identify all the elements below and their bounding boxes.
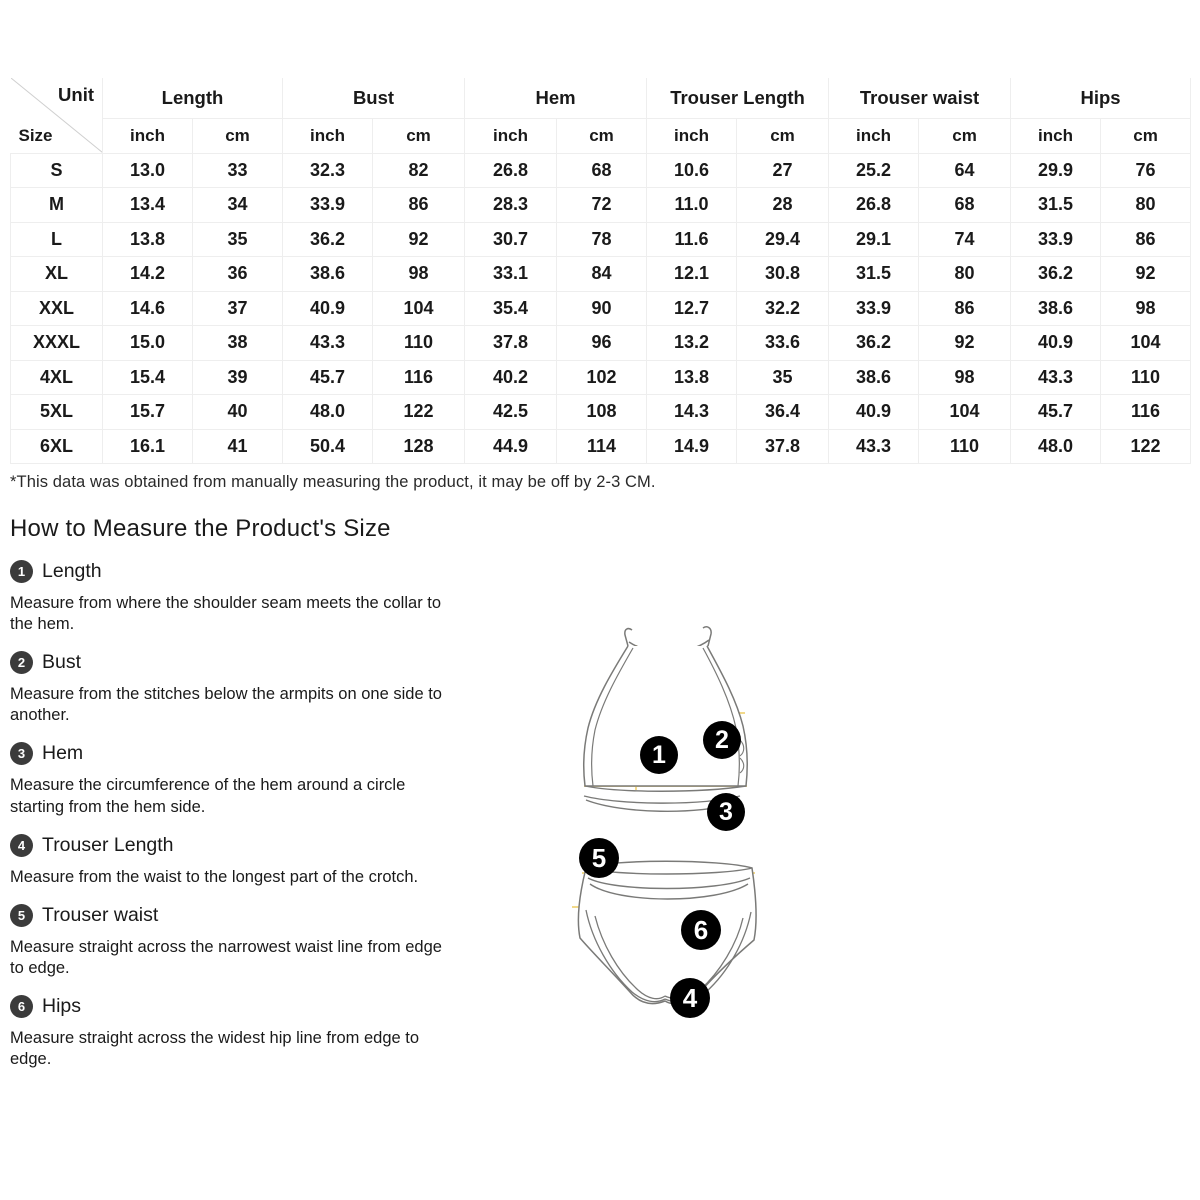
brief-illustration (572, 838, 756, 1018)
step-name: Hips (42, 994, 82, 1017)
step-description: Measure from where the shoulder seam meets the collar to the hem. (10, 594, 442, 634)
group-header-length: Length (103, 78, 283, 118)
step-number-badge: 3 (10, 742, 33, 765)
measurement-cell: 98 (1101, 291, 1191, 326)
group-header-hips: Hips (1011, 78, 1191, 118)
measurement-cell: 33.1 (465, 257, 557, 292)
measurement-cell: 45.7 (1011, 395, 1101, 430)
measurement-cell: 122 (373, 395, 465, 430)
measurement-cell: 116 (1101, 395, 1191, 430)
measurement-cell: 43.3 (829, 429, 919, 464)
measurement-cell: 40.9 (283, 291, 373, 326)
measurement-cell: 33.9 (829, 291, 919, 326)
unit-header: inch (103, 118, 193, 153)
step-description: Measure from the waist to the longest part of the crotch. (10, 867, 419, 886)
measurement-cell: 64 (919, 153, 1011, 188)
unit-label: Unit (58, 84, 94, 105)
measurement-cell: 96 (557, 326, 647, 361)
measurement-cell: 98 (373, 257, 465, 292)
step-number-badge: 5 (10, 904, 33, 927)
size-cell: XL (11, 257, 103, 292)
measurement-cell: 34 (193, 188, 283, 223)
measurement-cell: 36 (193, 257, 283, 292)
measurement-cell: 86 (919, 291, 1011, 326)
group-header-trouser-waist: Trouser waist (829, 78, 1011, 118)
measurement-cell: 76 (1101, 153, 1191, 188)
measurement-cell: 15.7 (103, 395, 193, 430)
measurement-cell: 74 (919, 222, 1011, 257)
table-row (11, 360, 1191, 395)
measurement-cell: 31.5 (1011, 188, 1101, 223)
step-description: Measure the circumference of the hem around a circle starting from the hem side. (10, 776, 406, 816)
table-row (11, 291, 1191, 326)
measurement-cell: 30.8 (737, 257, 829, 292)
measurement-step (10, 651, 450, 726)
measurement-cell: 33 (193, 153, 283, 188)
table-row (11, 326, 1191, 361)
measurement-cell: 32.3 (283, 153, 373, 188)
measurement-cell: 29.4 (737, 222, 829, 257)
measurement-cell: 86 (1101, 222, 1191, 257)
measurement-cell: 72 (557, 188, 647, 223)
measurement-cell: 36.2 (1011, 257, 1101, 292)
size-cell: XXL (11, 291, 103, 326)
measurement-cell: 38.6 (829, 360, 919, 395)
table-row (11, 188, 1191, 223)
measurement-cell: 48.0 (283, 395, 373, 430)
measurement-cell: 114 (557, 429, 647, 464)
measurement-cell: 68 (919, 188, 1011, 223)
measurement-cell: 104 (373, 291, 465, 326)
measurement-cell: 12.1 (647, 257, 737, 292)
group-header-hem: Hem (465, 78, 647, 118)
table-row (11, 257, 1191, 292)
measurement-cell: 16.1 (103, 429, 193, 464)
garment-illustration (540, 600, 830, 1030)
measurement-cell: 14.3 (647, 395, 737, 430)
step-name: Trouser waist (42, 903, 159, 926)
measurement-cell: 14.2 (103, 257, 193, 292)
brief-outline (578, 861, 756, 1004)
measurement-cell: 116 (373, 360, 465, 395)
unit-header: cm (557, 118, 647, 153)
measurement-cell: 35 (193, 222, 283, 257)
measurement-cell: 110 (373, 326, 465, 361)
group-header-trouser-length: Trouser Length (647, 78, 829, 118)
measurement-cell: 40.2 (465, 360, 557, 395)
measurement-cell: 102 (557, 360, 647, 395)
measurement-cell: 90 (557, 291, 647, 326)
measurement-cell: 42.5 (465, 395, 557, 430)
measurement-cell: 32.2 (737, 291, 829, 326)
marker-badge-5 (579, 838, 619, 878)
measurement-cell: 33.9 (283, 188, 373, 223)
size-cell: 4XL (11, 360, 103, 395)
measurement-step (10, 834, 450, 888)
measurement-cell: 36.4 (737, 395, 829, 430)
measurement-cell: 30.7 (465, 222, 557, 257)
step-name: Hem (42, 742, 84, 765)
marker-badge-4-label: 4 (682, 983, 698, 1013)
step-number-badge: 1 (10, 560, 33, 583)
measurement-cell: 13.4 (103, 188, 193, 223)
step-description: Measure from the stitches below the armpits on one side to another. (10, 685, 442, 725)
measurement-cell: 11.6 (647, 222, 737, 257)
step-description: Measure straight across the narrowest waist line from edge to edge. (10, 937, 442, 977)
measurement-cell: 14.9 (647, 429, 737, 464)
measurement-cell: 40.9 (829, 395, 919, 430)
unit-header: cm (193, 118, 283, 153)
measurement-cell: 14.6 (103, 291, 193, 326)
unit-header: inch (647, 118, 737, 153)
measurement-cell: 29.1 (829, 222, 919, 257)
measurement-cell: 37.8 (465, 326, 557, 361)
size-cell: 6XL (11, 429, 103, 464)
measurement-cell: 40 (193, 395, 283, 430)
marker-badge-5-label: 5 (591, 843, 607, 873)
measurement-cell: 36.2 (283, 222, 373, 257)
step-name: Length (42, 560, 102, 582)
measurement-cell: 36.2 (829, 326, 919, 361)
measurement-cell: 92 (919, 326, 1011, 361)
measurement-cell: 13.2 (647, 326, 737, 361)
measurement-step (10, 995, 450, 1070)
measurement-cell: 86 (373, 188, 465, 223)
measurement-cell: 80 (919, 257, 1011, 292)
unit-header: cm (373, 118, 465, 153)
measurement-cell: 28 (737, 188, 829, 223)
measurement-cell: 35 (737, 360, 829, 395)
measurement-cell: 43.3 (1011, 360, 1101, 395)
measurement-cell: 110 (1101, 360, 1191, 395)
marker-badge-1 (640, 736, 678, 774)
measurement-cell: 31.5 (829, 257, 919, 292)
measurement-step-header (10, 560, 450, 583)
marker-badge-4 (670, 978, 710, 1018)
measurement-cell: 84 (557, 257, 647, 292)
measurement-cell: 38.6 (1011, 291, 1101, 326)
marker-badge-2 (703, 721, 741, 759)
measurement-step-header (10, 834, 450, 857)
measurement-cell: 25.2 (829, 153, 919, 188)
measurement-cell: 43.3 (283, 326, 373, 361)
measurement-cell: 15.4 (103, 360, 193, 395)
measurement-cell: 68 (557, 153, 647, 188)
measurement-cell: 98 (919, 360, 1011, 395)
measurement-disclaimer: *This data was obtained from manually measuring the product, it may be off by 2-3 CM. (10, 473, 656, 491)
size-cell: L (11, 222, 103, 257)
table-header (11, 78, 1191, 153)
measurement-cell: 35.4 (465, 291, 557, 326)
measurement-step (10, 904, 450, 979)
table-row (11, 222, 1191, 257)
measurement-cell: 44.9 (465, 429, 557, 464)
group-header-bust: Bust (283, 78, 465, 118)
unit-header: cm (919, 118, 1011, 153)
step-name: Trouser Length (42, 833, 174, 856)
measurement-step-header (10, 995, 450, 1018)
size-cell: S (11, 153, 103, 188)
measurement-cell: 33.9 (1011, 222, 1101, 257)
size-chart-table-container (10, 78, 1190, 464)
size-chart-table (10, 78, 1191, 464)
measurement-cell: 11.0 (647, 188, 737, 223)
measurement-cell: 10.6 (647, 153, 737, 188)
measurement-cell: 128 (373, 429, 465, 464)
measurement-cell: 92 (373, 222, 465, 257)
marker-badge-3 (707, 793, 745, 831)
measurement-cell: 33.6 (737, 326, 829, 361)
measurement-cell: 40.9 (1011, 326, 1101, 361)
table-row (11, 429, 1191, 464)
table-body (11, 153, 1191, 464)
measurement-cell: 27 (737, 153, 829, 188)
step-number-badge: 4 (10, 834, 33, 857)
measurement-step (10, 560, 450, 635)
measurement-cell: 28.3 (465, 188, 557, 223)
size-cell: 5XL (11, 395, 103, 430)
measurement-cell: 13.0 (103, 153, 193, 188)
unit-header: cm (737, 118, 829, 153)
measurement-cell: 122 (1101, 429, 1191, 464)
table-row (11, 153, 1191, 188)
measurement-cell: 50.4 (283, 429, 373, 464)
measurement-steps-list (10, 560, 450, 1086)
step-description: Measure straight across the widest hip line from edge to edge. (10, 1028, 420, 1069)
measurement-cell: 41 (193, 429, 283, 464)
table-header-group-row (11, 78, 1191, 118)
measurement-cell: 82 (373, 153, 465, 188)
marker-badge-1-label: 1 (652, 741, 666, 769)
measurement-cell: 80 (1101, 188, 1191, 223)
measurement-cell: 26.8 (829, 188, 919, 223)
measurement-cell: 26.8 (465, 153, 557, 188)
how-to-measure-title: How to Measure the Product's Size (10, 515, 391, 542)
marker-badge-3-label: 3 (719, 798, 733, 826)
measurement-cell: 15.0 (103, 326, 193, 361)
size-cell: M (11, 188, 103, 223)
measurement-step-header (10, 904, 450, 927)
measurement-cell: 92 (1101, 257, 1191, 292)
measurement-cell: 37 (193, 291, 283, 326)
step-name: Bust (42, 651, 82, 674)
crop-top-illustration (584, 627, 747, 831)
measurement-cell: 38 (193, 326, 283, 361)
marker-badge-6-label: 6 (693, 915, 709, 945)
measurement-cell: 13.8 (103, 222, 193, 257)
measurement-cell: 104 (1101, 326, 1191, 361)
measurement-cell: 104 (919, 395, 1011, 430)
measurement-cell: 39 (193, 360, 283, 395)
step-number-badge: 2 (10, 651, 33, 674)
step-number-badge: 6 (10, 995, 33, 1018)
unit-header: inch (465, 118, 557, 153)
measurement-step (10, 742, 450, 817)
measurement-cell: 13.8 (647, 360, 737, 395)
table-row (11, 395, 1191, 430)
size-cell: XXXL (11, 326, 103, 361)
marker-badge-2-label: 2 (715, 726, 729, 754)
measurement-cell: 108 (557, 395, 647, 430)
measurement-cell: 48.0 (1011, 429, 1101, 464)
measurement-cell: 37.8 (737, 429, 829, 464)
measurement-cell: 45.7 (283, 360, 373, 395)
garment-diagram-svg (540, 600, 830, 1030)
unit-header: inch (283, 118, 373, 153)
measurement-cell: 12.7 (647, 291, 737, 326)
unit-header: cm (1101, 118, 1191, 153)
size-label: Size (18, 125, 53, 145)
table-header-unit-row (11, 118, 1191, 153)
measurement-cell: 29.9 (1011, 153, 1101, 188)
measurement-cell: 110 (919, 429, 1011, 464)
measurement-cell: 38.6 (283, 257, 373, 292)
measurement-step-header (10, 742, 450, 765)
measurement-cell: 78 (557, 222, 647, 257)
unit-header: inch (829, 118, 919, 153)
corner-unit-size-cell (11, 78, 103, 153)
unit-header: inch (1011, 118, 1101, 153)
marker-badge-6 (681, 910, 721, 950)
measurement-step-header (10, 651, 450, 674)
